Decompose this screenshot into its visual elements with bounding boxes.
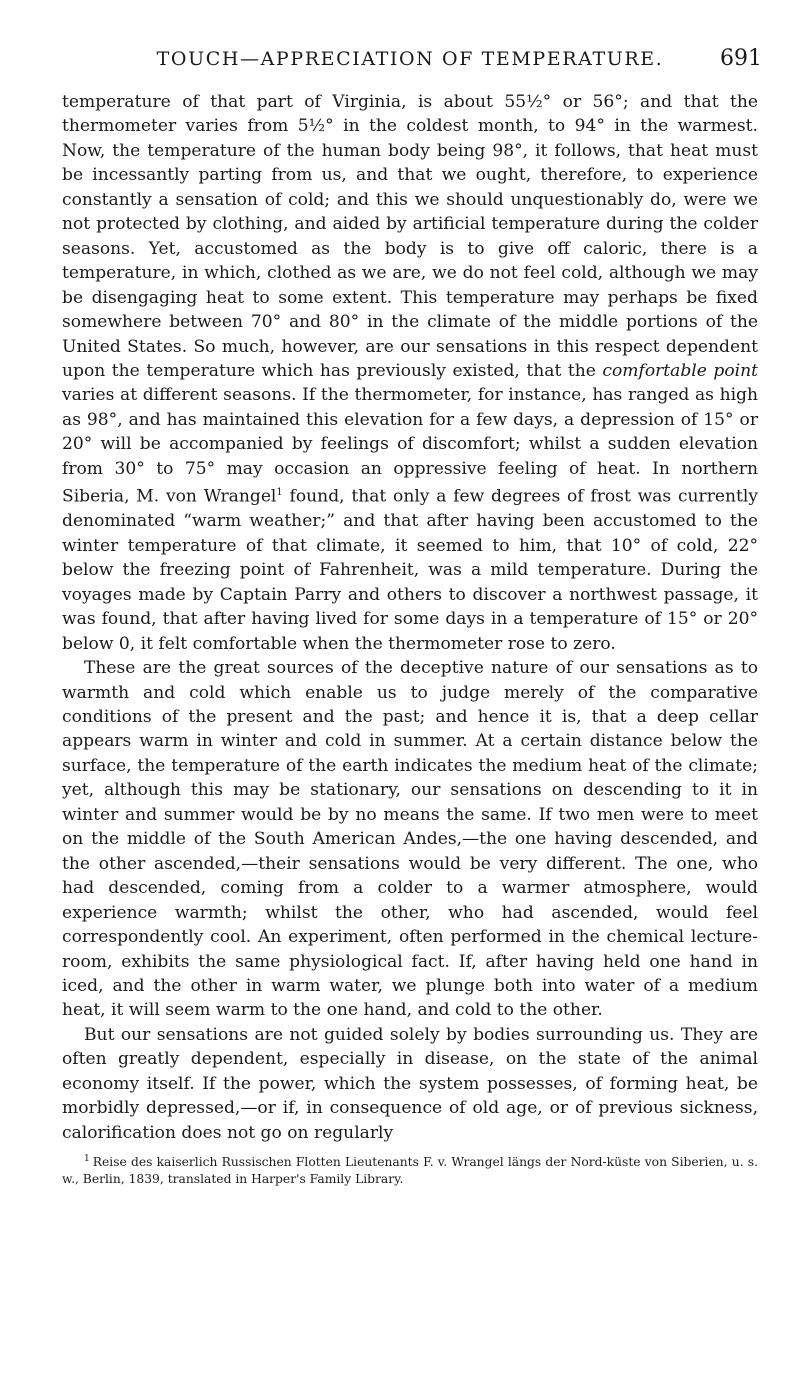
paragraph-temperature-sensation: [62, 90, 758, 656]
footnote-mark: 1: [84, 1154, 90, 1165]
book-page: [62, 40, 762, 1188]
running-title: TOUCH—APPRECIATION OF TEMPERATURE.: [156, 48, 664, 70]
paragraph-text: temperature of that part of Virginia, is about 55½° or 56°; and that the thermometer varies from 5½° in the coldest month, to 94° in the warmest. Now, the temperature of the human body being 98°, it follows, that heat must be incessantly parting from us, and that we ought, therefore, to experience constantly a sensation of cold; and this we should unquestionably do, were we not protected by clothing, and aided by artificial temperature during the colder seasons. Yet, accustomed as the body is to give off caloric, there is a temperature, in which, clothed as we are, we do not feel cold, although we may be disengaging heat to some extent. This temperature may perhaps be fixed somewhere between 70° and 80° in the climate of the middle portions of the United States. So much, however, are our sensations in this respect dependent upon the temperature which has previously existed, that the: [62, 92, 758, 381]
footnote-reference: 1: [276, 487, 283, 499]
footnote: [62, 1151, 758, 1188]
paragraph-text: varies at different seasons. If the thermometer, for instance, has ranged as high as 98°, and has maintained this elevation for a few days, a depression of 15° or 20° will be accompanied by feelings of discomfort; whilst a sudden elevation from 30° to 75° may occasion an oppressive feeling of heat. In northern Siberia, M. von Wrangel: [62, 385, 758, 507]
italic-term: comfortable point: [602, 360, 758, 381]
paragraph-text: These are the great sources of the deceptive nature of our sensations as to warmth and cold which enable us to judge merely of the comparative conditions of the present and the past; and hence it is, that a deep cellar appears warm in winter and cold in summer. At a certain distance below the surface, the temperature of the earth indicates the medium heat of the climate; yet, although this may be stationary, our sensations on descending to it in winter and summer would be by no means the same. If two men were to meet on the middle of the South American Andes,—the one having descended, and the other ascended,—their sensations would be very different. The one, who had descended, coming from a colder to a warmer atmosphere, would experience warmth; whilst the other, who had ascended, would feel correspondently cool. An experiment, often performed in the chemical lecture-room, exhibits the same physiological fact. If, after having held one hand in iced, and the other in warm water, we plunge both into water of a medium heat, it will seem warm to the one hand, and cold to the other.: [62, 658, 758, 1021]
paragraph-deceptive-sensations: [62, 656, 758, 1023]
paragraph-animal-economy: [62, 1023, 758, 1145]
paragraph-text: found, that only a few degrees of frost was currently denominated “warm weather;” and that after having been accustomed to the winter temperature of that climate, it seemed to him, that 10° of cold, 22° below the freezing point of Fahrenheit, was a mild temperature. During the voyages made by Captain Parry and others to discover a northwest passage, it was found, that after having lived for some days in a temperature of 15° or 20° below 0, it felt comfortable when the thermometer rose to zero.: [62, 486, 758, 654]
paragraph-text: But our sensations are not guided solely by bodies surrounding us. They are often greatly dependent, especially in disease, on the state of the animal economy itself. If the power, which the system possesses, of forming heat, be morbidly depressed,—or if, in consequence of old age, or of previous sickness, calorification does not go on regularly: [62, 1024, 758, 1143]
page-number: 691: [720, 46, 762, 71]
footnote-text: Reise des kaiserlich Russischen Flotten Lieutenants F. v. Wrangel längs der Nord-küste von Siberien, u. s. w., Berlin, 1839, translated in Harper's Family Library.: [62, 1155, 758, 1187]
running-head: [62, 40, 762, 74]
